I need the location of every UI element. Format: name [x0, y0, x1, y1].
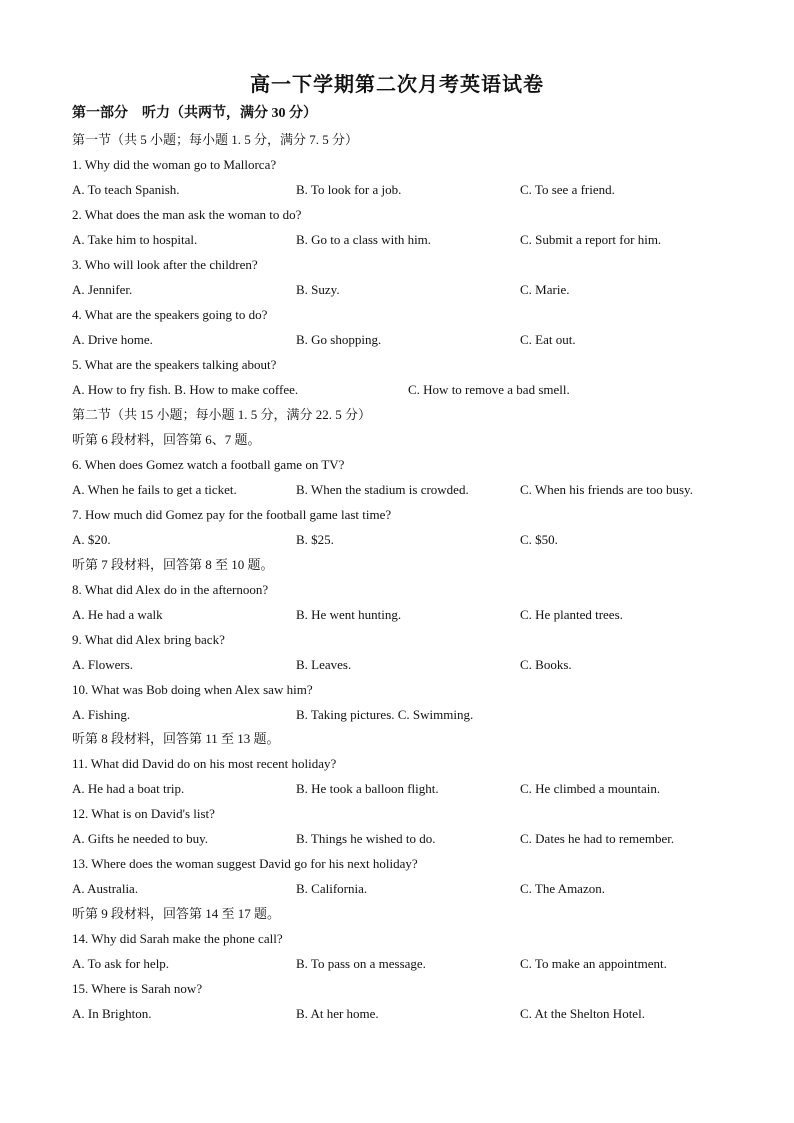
- question-3: 3. Who will look after the children?: [72, 257, 258, 272]
- question-4-options: [0, 332, 794, 348]
- option-c: C. Eat out.: [520, 332, 576, 347]
- question-4: 4. What are the speakers going to do?: [72, 307, 268, 322]
- question-9-options: [0, 657, 794, 673]
- option-a: A. Flowers.: [72, 657, 134, 672]
- question-11: 11. What did David do on his most recent holiday?: [72, 756, 337, 771]
- instruction-8: 听第 8 段材料，回答第 11 至 13 题。: [72, 731, 280, 746]
- option-a: A. He had a boat trip.: [72, 781, 185, 796]
- question-15: 15. Where is Sarah now?: [72, 981, 203, 996]
- option-c: C. $50.: [520, 532, 558, 547]
- section2-heading: 第二节（共 15 小题；每小题 1. 5 分，满分 22. 5 分）: [72, 407, 372, 422]
- option-c: C. How to remove a bad smell.: [408, 382, 570, 397]
- option-b: B. When the stadium is crowded.: [296, 482, 469, 497]
- option-c: C. Marie.: [520, 282, 570, 297]
- question-2-options: [0, 232, 794, 248]
- question-9: 9. What did Alex bring back?: [72, 632, 225, 647]
- question-8-options: [0, 607, 794, 623]
- section1-heading: 第一节（共 5 小题；每小题 1. 5 分，满分 7. 5 分）: [72, 132, 359, 147]
- option-b: B. To pass on a message.: [296, 956, 426, 971]
- question-6-options: [0, 482, 794, 498]
- option-ab: A. How to fry fish. B. How to make coffee.: [72, 382, 299, 397]
- page-title: 高一下学期第二次月考英语试卷: [250, 74, 544, 96]
- question-5: 5. What are the speakers talking about?: [72, 357, 277, 372]
- option-a: A. Jennifer.: [72, 282, 133, 297]
- question-7: 7. How much did Gomez pay for the football game last time?: [72, 507, 392, 522]
- question-12: 12. What is on David's list?: [72, 806, 215, 821]
- option-c: C. Dates he had to remember.: [520, 831, 675, 846]
- question-5-options: [0, 382, 794, 398]
- part1-heading: 第一部分 听力（共两节，满分 30 分）: [72, 106, 317, 121]
- instruction-6: 听第 6 段材料，回答第 6、7 题。: [72, 432, 261, 447]
- option-a: A. When he fails to get a ticket.: [72, 482, 237, 497]
- option-a: A. To ask for help.: [72, 956, 170, 971]
- option-c: C. When his friends are too busy.: [520, 482, 693, 497]
- option-c: C. At the Shelton Hotel.: [520, 1006, 645, 1021]
- question-7-options: [0, 532, 794, 548]
- question-14-options: [0, 956, 794, 972]
- option-a: A. Fishing.: [72, 707, 131, 722]
- option-a: A. To teach Spanish.: [72, 182, 180, 197]
- option-c: C. To see a friend.: [520, 182, 615, 197]
- option-b: B. California.: [296, 881, 368, 896]
- option-b: B. Suzy.: [296, 282, 340, 297]
- option-c: C. Books.: [520, 657, 572, 672]
- option-bc: B. Taking pictures. C. Swimming.: [296, 707, 474, 722]
- option-b: B. Things he wished to do.: [296, 831, 436, 846]
- option-a: A. Drive home.: [72, 332, 153, 347]
- option-b: B. He took a balloon flight.: [296, 781, 439, 796]
- option-c: C. The Amazon.: [520, 881, 605, 896]
- instruction-7: 听第 7 段材料，回答第 8 至 10 题。: [72, 557, 274, 572]
- option-a: A. Take him to hospital.: [72, 232, 198, 247]
- option-c: C. He climbed a mountain.: [520, 781, 661, 796]
- option-b: B. Go shopping.: [296, 332, 382, 347]
- question-6: 6. When does Gomez watch a football game on TV?: [72, 457, 345, 472]
- question-1-options: [0, 182, 794, 198]
- option-b: B. At her home.: [296, 1006, 379, 1021]
- question-2: 2. What does the man ask the woman to do?: [72, 207, 302, 222]
- option-b: B. To look for a job.: [296, 182, 402, 197]
- question-8: 8. What did Alex do in the afternoon?: [72, 582, 269, 597]
- option-b: B. $25.: [296, 532, 334, 547]
- option-a: A. In Brighton.: [72, 1006, 152, 1021]
- question-13-options: [0, 881, 794, 897]
- option-b: B. Go to a class with him.: [296, 232, 432, 247]
- option-a: A. Gifts he needed to buy.: [72, 831, 208, 846]
- question-12-options: [0, 831, 794, 847]
- instruction-9: 听第 9 段材料，回答第 14 至 17 题。: [72, 906, 281, 921]
- question-10-options: [0, 707, 794, 723]
- option-c: C. To make an appointment.: [520, 956, 667, 971]
- question-11-options: [0, 781, 794, 797]
- question-10: 10. What was Bob doing when Alex saw him?: [72, 682, 313, 697]
- question-14: 14. Why did Sarah make the phone call?: [72, 931, 283, 946]
- question-3-options: [0, 282, 794, 298]
- question-15-options: [0, 1006, 794, 1022]
- option-a: A. $20.: [72, 532, 111, 547]
- question-13: 13. Where does the woman suggest David go for his next holiday?: [72, 856, 418, 871]
- question-1: 1. Why did the woman go to Mallorca?: [72, 157, 277, 172]
- option-b: B. He went hunting.: [296, 607, 402, 622]
- option-a: A. Australia.: [72, 881, 139, 896]
- option-c: C. He planted trees.: [520, 607, 623, 622]
- option-b: B. Leaves.: [296, 657, 352, 672]
- option-c: C. Submit a report for him.: [520, 232, 662, 247]
- option-a: A. He had a walk: [72, 607, 163, 622]
